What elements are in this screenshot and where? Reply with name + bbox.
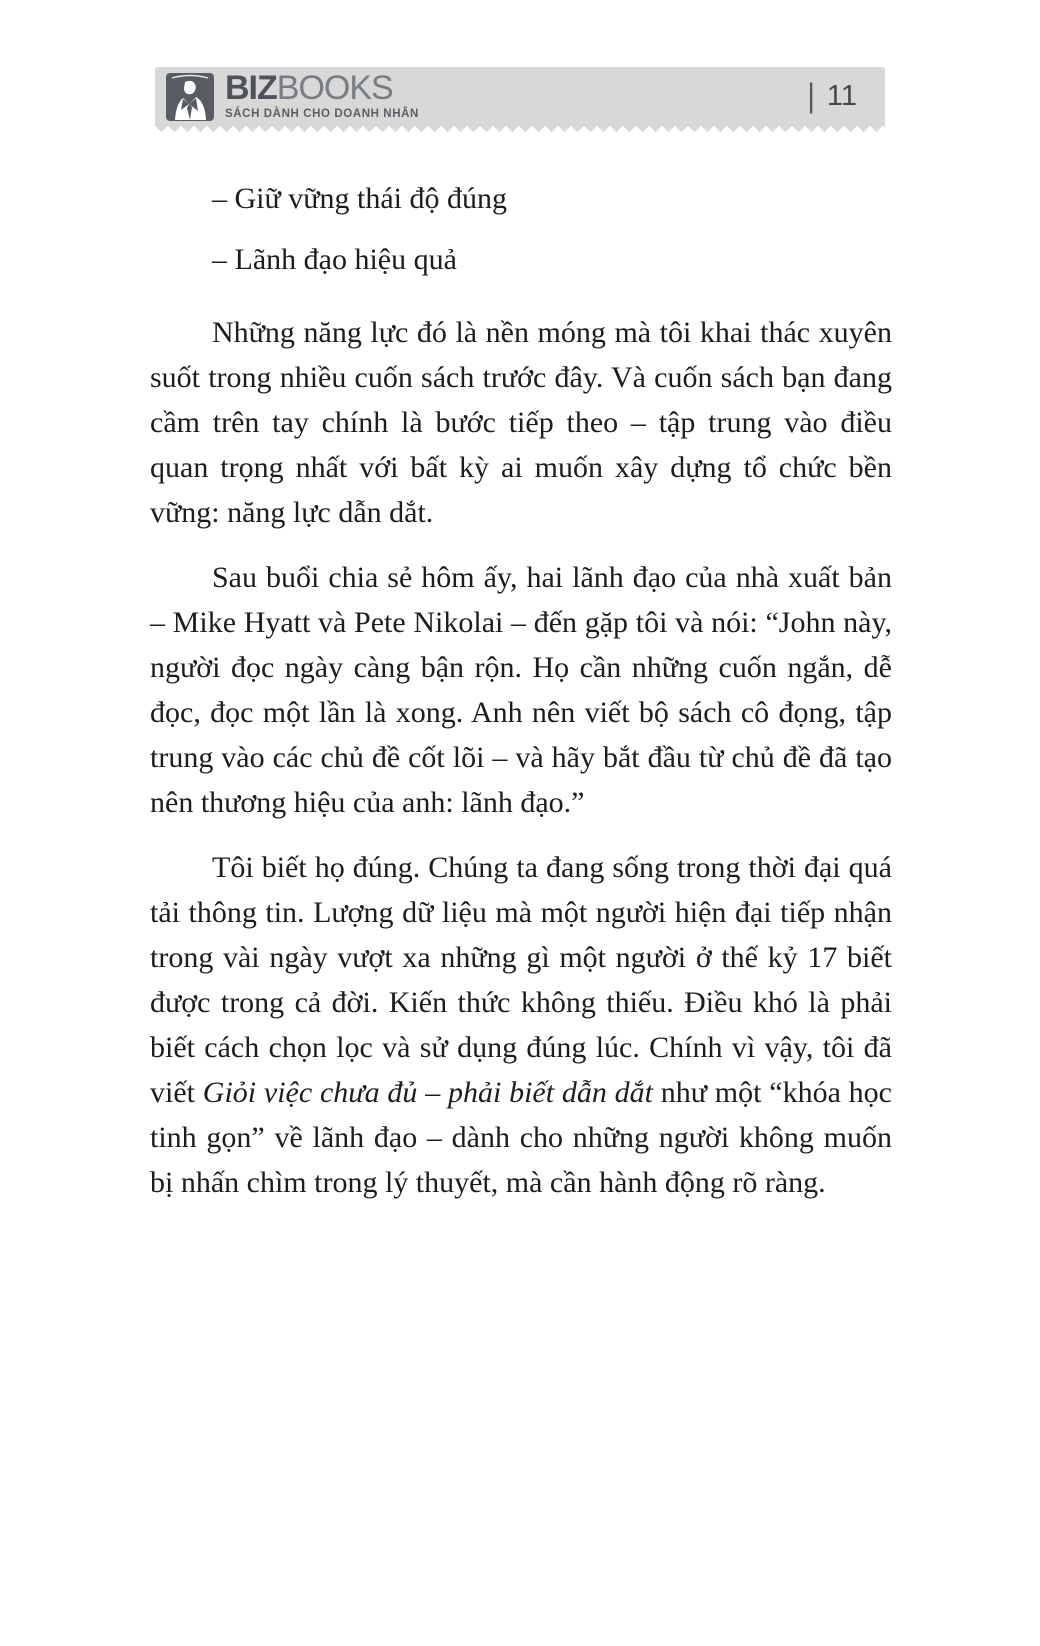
- brand-name-books: BOOKS: [276, 69, 393, 108]
- paragraph-text: Tôi biết họ đúng. Chúng ta đang sống trong thời đại quá tải thông tin. Lượng dữ liệu mà một người hiện đại tiếp nhận trong vài ngày vượt xa những gì một người ở thế kỷ 17 biết được trong cả đời. Kiến thức không thiếu. Điều khó là phải biết cách chọn lọc và sử dụng đúng lúc. Chính vì vậy, tôi đã viết: [150, 851, 892, 1109]
- page-number-value: 11: [826, 79, 857, 112]
- brand-name: [225, 69, 419, 108]
- brand-name-biz: BIZ: [225, 69, 277, 108]
- header-sawtooth-edge: [155, 125, 885, 132]
- page-number: [807, 77, 857, 114]
- paragraph: Sau buổi chia sẻ hôm ấy, hai lãnh đạo của nhà xuất bản – Mike Hyatt và Pete Nikolai – đến gặp tôi và nói: “John này, người đọc ngày càng bận rộn. Họ cần những cuốn ngắn, dễ đọc, đọc một lần là xong. Anh nên viết bộ sách cô đọng, tập trung vào các chủ đề cốt lõi – và hãy bắt đầu từ chủ đề đã tạo nên thương hiệu của anh: lãnh đạo.”: [150, 561, 892, 819]
- list-item: – Giữ vững thái độ đúng: [212, 182, 508, 215]
- page-content: [150, 176, 892, 1225]
- header-bar: [155, 67, 885, 125]
- bullet-list: [150, 176, 892, 282]
- bizbooks-logo-icon: [165, 70, 215, 122]
- paragraph: [150, 845, 892, 1205]
- book-title-italic: Giỏi việc chưa đủ – phải biết dẫn dắt: [202, 1076, 653, 1109]
- brand-tagline: SÁCH DÀNH CHO DOANH NHÂN: [225, 108, 419, 121]
- list-item: – Lãnh đạo hiệu quả: [212, 243, 457, 276]
- paragraph: Những năng lực đó là nền móng mà tôi khai thác xuyên suốt trong nhiều cuốn sách trước đây. Và cuốn sách bạn đang cầm trên tay chính là bước tiếp theo – tập trung vào điều quan trọng nhất với bất kỳ ai muốn xây dựng tổ chức bền vững: năng lực dẫn dắt.: [150, 316, 892, 529]
- bizbooks-logo: [165, 70, 419, 122]
- page-number-divider: |: [807, 77, 815, 114]
- paragraph-text: như một “khóa học tinh gọn” về lãnh đạo – dành cho những người không muốn bị nhấn chìm trong lý thuyết, mà cần hành động rõ ràng.: [150, 1076, 892, 1199]
- logo-text: [225, 71, 419, 121]
